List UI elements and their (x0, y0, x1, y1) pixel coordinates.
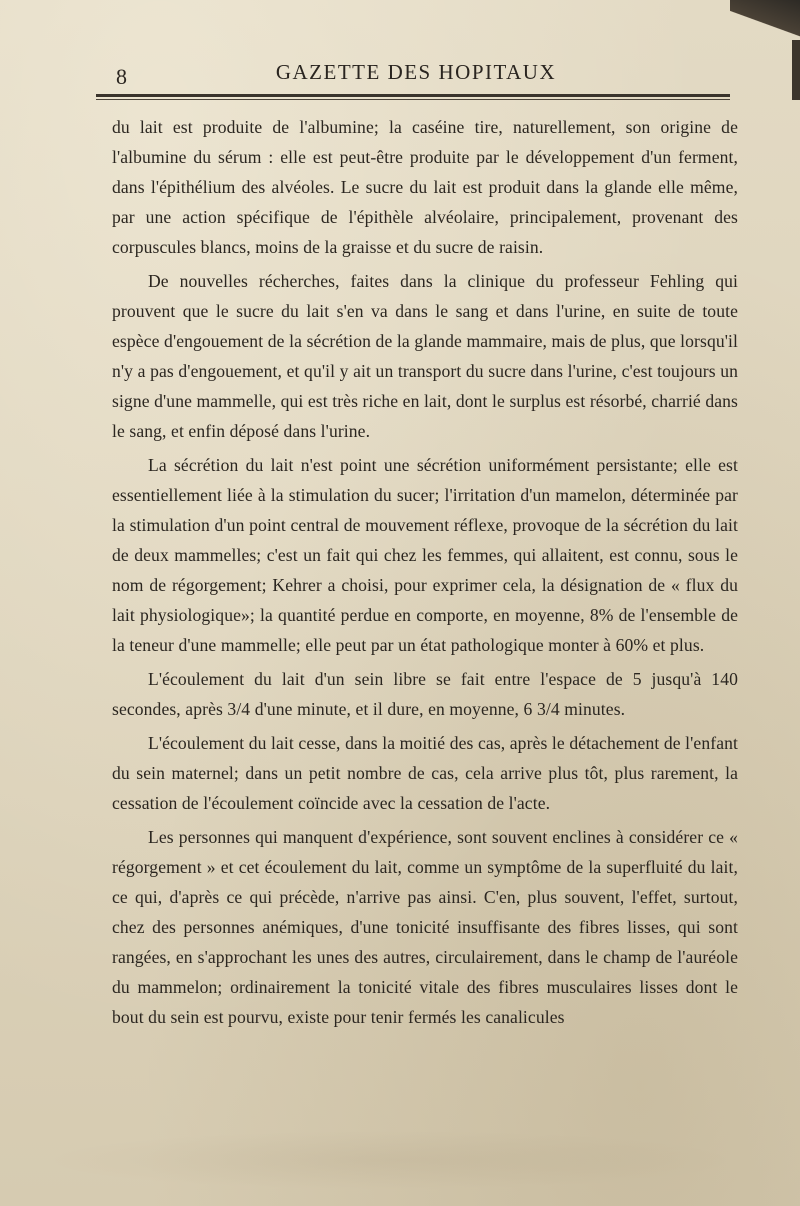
page-edge-strip (792, 40, 800, 100)
paragraph-personnes: Les personnes qui manquent d'expérience, sont souvent enclines à considérer ce « régorgement » et cet écoulement du lait, comme un symptôme de la superfluité du lait, ce qui, d'après ce qui précède, n'arrive pas ainsi. C'en, plus souvent, l'effet, surtout, chez des personnes anémiques, d'une tonicité insuffisante des fibres lisses, qui sont rangées, en s'approchant les unes des autres, circulairement, dans le champ de l'auréole du mammelon; ordinairement la tonicité vitale des fibres musculaires lisses dont le bout du sein est pourvu, existe pour tenir fermés les canalicules (112, 827, 738, 1027)
paragraph-ecoulement-cesse: L'écoulement du lait cesse, dans la moitié des cas, après le détachement de l'enfant du sein maternel; dans un petit nombre de cas, cela arrive plus tôt, plus rarement, la cessation de l'écoulement coïncide avec la cessation de l'acte. (112, 733, 738, 813)
header-rule-thick (96, 94, 730, 97)
journal-title: GAZETTE DES HOPITAUX (275, 60, 557, 84)
paragraph-ecoulement-duree: L'écoulement du lait d'un sein libre se fait entre l'espace de 5 jusqu'à 140 secondes, après 3/4 d'une minute, et il dure, en moyenne, 6 3/4 minutes. (112, 669, 738, 719)
paper-smudge (40, 1130, 740, 1190)
page-corner-tab (730, 0, 800, 40)
article-body (112, 112, 738, 1036)
paragraph-continuation: du lait est produite de l'albumine; la caséine tire, naturellement, son origine de l'albumine du sérum : elle est peut-être produite par le développement d'un ferment, dans l'épithélium des alvéoles. Le sucre du lait est produit dans la glande elle même, par une action spécifique de l'épithèle alvéolaire, principalement, provenant des corpuscules blancs, moins de la graisse et du sucre de raisin. (112, 117, 738, 257)
page-header (96, 52, 736, 92)
paragraph-secretion: La sécrétion du lait n'est point une sécrétion uniformément persistante; elle est essentiellement liée à la stimulation du sucer; l'irritation d'un mamelon, déterminée par la stimulation d'un point central de mouvement réflexe, provoque de la sécrétion du lait de deux mammelles; c'est un fait qui chez les femmes, qui allaitent, est connu, sous le nom de régorgement; Kehrer a choisi, pour exprimer cela, la désignation de « flux du lait physiologique»; la quantité perdue en comporte, en moyenne, 8% de l'ensemble de la teneur d'une mammelle; elle peut par un état pathologique monter à 60% et plus. (112, 455, 738, 655)
page-number: 8 (116, 64, 127, 89)
header-rule-thin (96, 99, 730, 100)
paragraph-fehling: De nouvelles récherches, faites dans la clinique du professeur Fehling qui prouvent que le sucre du lait s'en va dans le sang et dans l'urine, en suite de toute espèce d'engouement de la sécrétion de la glande mammaire, mais de plus, que lorsqu'il n'y a pas d'engouement, et qu'il y ait un transport du sucre dans l'urine, c'est toujours un signe d'une mammelle, qui est très riche en lait, dont le surplus est résorbé, charrié dans le sang, et enfin déposé dans l'urine. (112, 271, 738, 441)
